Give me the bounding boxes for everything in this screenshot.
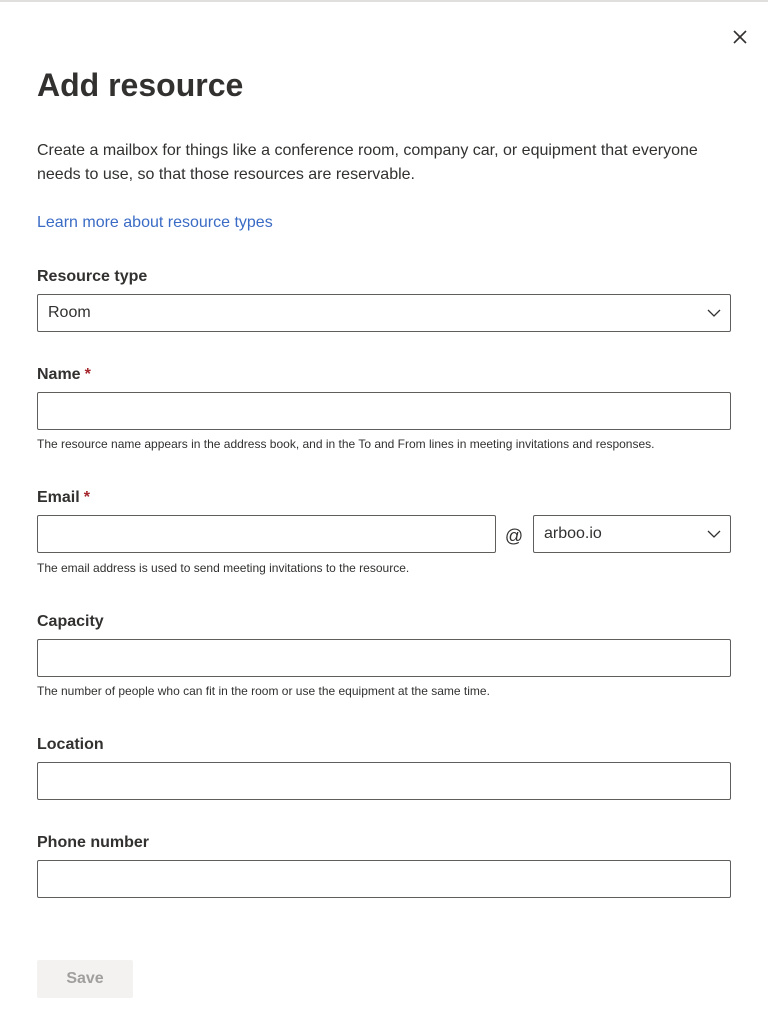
capacity-field[interactable] xyxy=(37,639,731,677)
resource-type-value: Room xyxy=(48,304,91,321)
resource-type-label xyxy=(37,266,147,288)
chevron-down-icon xyxy=(707,528,721,540)
phone-label-text: Phone number xyxy=(37,834,150,851)
dialog-description: Create a mailbox for things like a conference room, company car, or equipment that everyone needs to use, so that those resources are reservable. xyxy=(37,142,698,183)
required-marker: * xyxy=(83,489,90,506)
capacity-label xyxy=(37,611,104,633)
required-marker: * xyxy=(84,366,91,383)
location-label-text: Location xyxy=(37,736,104,753)
close-icon xyxy=(729,26,751,48)
chevron-down-icon xyxy=(707,307,721,319)
email-input[interactable] xyxy=(38,516,495,552)
phone-field[interactable] xyxy=(37,860,731,898)
location-input[interactable] xyxy=(38,763,730,799)
name-hint: The resource name appears in the address book, and in the To and From lines in meeting invitations and responses. xyxy=(37,437,655,451)
location-field[interactable] xyxy=(37,762,731,800)
name-label-text: Name xyxy=(37,366,81,383)
resource-type-dropdown[interactable] xyxy=(37,294,731,332)
close-button[interactable] xyxy=(729,26,751,48)
at-symbol: @ xyxy=(504,526,524,546)
capacity-input[interactable] xyxy=(38,640,730,676)
phone-label xyxy=(37,832,149,854)
domain-value: arboo.io xyxy=(544,525,602,542)
save-button[interactable]: Save xyxy=(37,960,133,998)
domain-dropdown[interactable] xyxy=(533,515,731,553)
email-hint: The email address is used to send meeting invitations to the resource. xyxy=(37,561,410,575)
phone-input[interactable] xyxy=(38,861,730,897)
capacity-label-text: Capacity xyxy=(37,613,104,630)
learn-more-link[interactable]: Learn more about resource types xyxy=(37,214,273,231)
page-title: Add resource xyxy=(37,67,244,103)
email-field[interactable] xyxy=(37,515,496,553)
email-label-text: Email xyxy=(37,489,80,506)
name-label xyxy=(37,364,91,386)
name-field[interactable] xyxy=(37,392,731,430)
location-label xyxy=(37,734,104,756)
capacity-hint: The number of people who can fit in the room or use the equipment at the same time. xyxy=(37,684,490,698)
email-label xyxy=(37,487,90,509)
resource-type-label-text: Resource type xyxy=(37,268,148,285)
name-input[interactable] xyxy=(38,393,730,429)
